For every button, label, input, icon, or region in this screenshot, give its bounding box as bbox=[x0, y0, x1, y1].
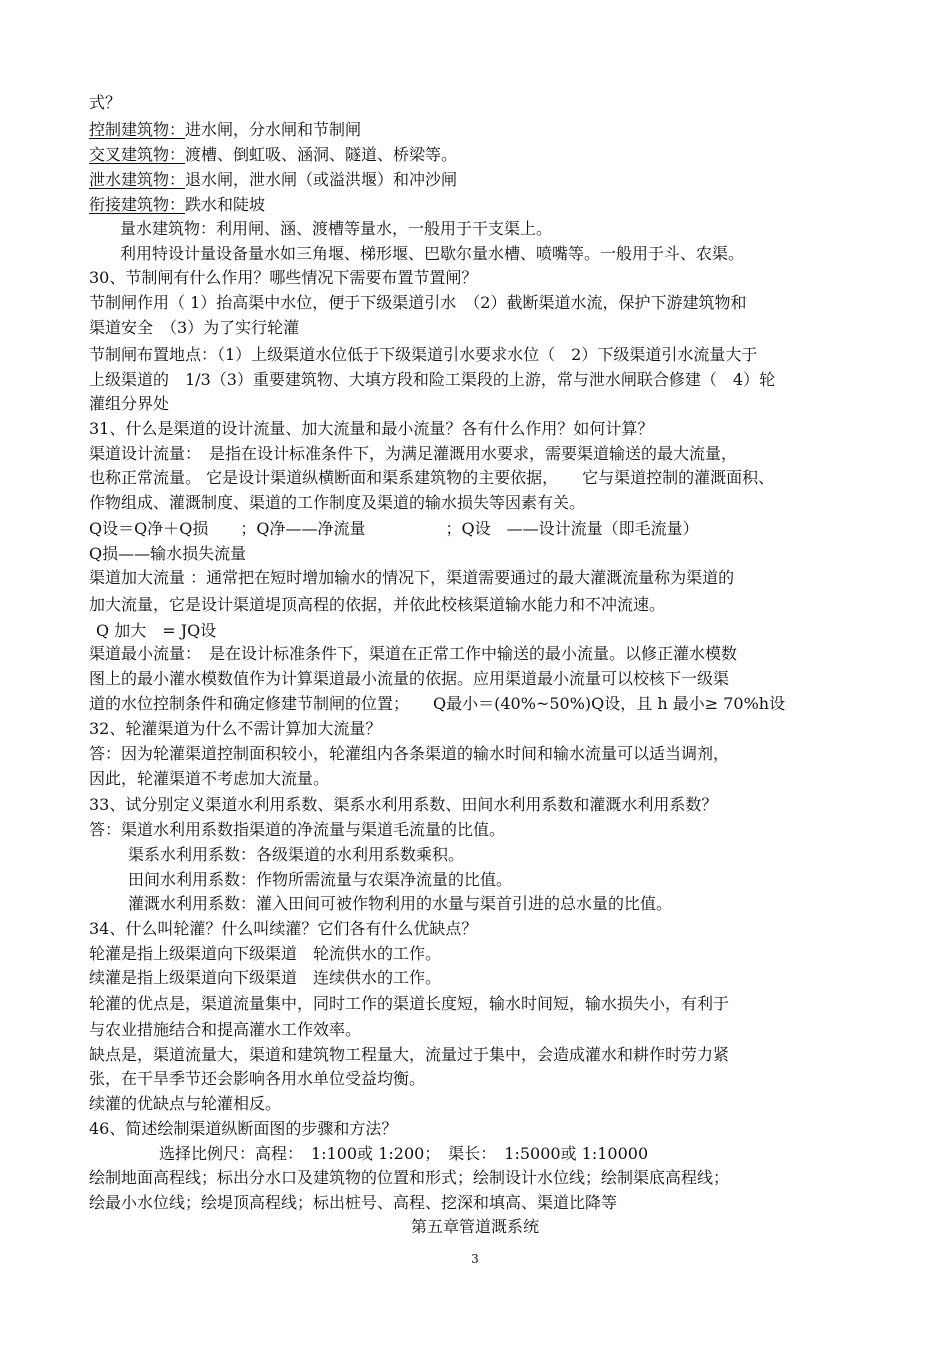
text-line: 渠道最小流量： 是在设计标准条件下，渠道在正常工作中输送的最小流量。以修正灌水模数 bbox=[89, 644, 738, 663]
text-line: 渠道设计流量： 是指在设计标准条件下，为满足灌溉用水要求，需要渠道输送的最大流量， bbox=[89, 444, 738, 463]
term-text: 退水闸，泄水闸（或溢洪堰）和冲沙闸 bbox=[185, 170, 458, 189]
question-heading: 30、节制闸有什么作用？哪些情况下需要布置节置闸？ bbox=[89, 268, 478, 287]
question-heading: 31、什么是渠道的设计流量、加大流量和最小流量？各有什么作用？如何计算？ bbox=[89, 419, 654, 438]
text-line: 灌组分界处 bbox=[89, 394, 170, 413]
term-text: 渡槽、倒虹吸、涵洞、隧道、桥梁等。 bbox=[185, 145, 458, 164]
text-line: 节制闸作用（ 1）抬高渠中水位，便于下级渠道引水 （2）截断渠道水流，保护下游建筑物和 bbox=[89, 293, 747, 312]
text-line: 上级渠道的 1/3（3）重要建筑物、大填方段和险工渠段的上游，常与泄水闸联合修建（ 4）轮 bbox=[89, 370, 776, 389]
text-line: 加大流量，它是设计渠道堤顶高程的依据，并依此校核渠道输水能力和不冲流速。 bbox=[89, 595, 666, 614]
text-line: 道的水位控制条件和确定修建节制闸的位置； Q最小＝(40%~50%)Q设，且 h 最小≥ 70%h设 bbox=[89, 694, 786, 713]
formula-line: Q 加大 = JQ设 bbox=[96, 621, 217, 640]
question-heading: 34、什么叫轮灌？什么叫续灌？它们各有什么优缺点？ bbox=[89, 919, 478, 938]
text-line: 式？ bbox=[89, 93, 122, 112]
text-line: 与农业措施结合和提高灌水工作效率。 bbox=[89, 1020, 362, 1039]
text-line: 缺点是，渠道流量大，渠道和建筑物工程量大，流量过于集中，会造成灌水和耕作时劳力紧 bbox=[89, 1045, 730, 1064]
term-label: 泄水建筑物： bbox=[89, 170, 186, 189]
question-heading: 33、试分别定义渠道水利用系数、渠系水利用系数、田间水利用系数和灌溉水利用系数？ bbox=[89, 795, 718, 814]
text-line: 也称正常流量。 它是设计渠道纵横断面和渠系建筑物的主要依据， 它与渠道控制的灌溉面积、 bbox=[89, 468, 775, 487]
term-text: 跌水和陡坡 bbox=[185, 195, 266, 214]
text-line: 绘最小水位线；绘堤顶高程线；标出桩号、高程、挖深和填高、渠道比降等 bbox=[89, 1193, 618, 1212]
text-line: 渠系水利用系数：各级渠道的水利用系数乘积。 bbox=[128, 845, 465, 864]
text-line: 张，在干旱季节还会影响各用水单位受益均衡。 bbox=[89, 1069, 426, 1088]
text-line: 续灌的优缺点与轮灌相反。 bbox=[89, 1094, 282, 1113]
text-line: 作物组成、灌溉制度、渠道的工作制度及渠道的输水损失等因素有关。 bbox=[89, 493, 586, 512]
text-line: 渠道加大流量 ：通常把在短时增加输水的情况下，渠道需要通过的最大灌溉流量称为渠道的 bbox=[89, 568, 735, 587]
text-line bbox=[89, 119, 361, 141]
formula-line: Q损——输水损失流量 bbox=[89, 544, 247, 563]
term-label: 交叉建筑物： bbox=[89, 145, 186, 164]
page-number: 3 bbox=[471, 1252, 479, 1266]
term-text: 进水闸，分水闸和节制闸 bbox=[185, 120, 362, 139]
text-line bbox=[89, 169, 457, 191]
text-line: 选择比例尺：高程： 1:100或 1:200； 渠长： 1:5000或 1:10000 bbox=[159, 1144, 649, 1163]
text-line: 轮灌是指上级渠道向下级渠道 轮流供水的工作。 bbox=[89, 944, 442, 963]
term-label: 衔接建筑物： bbox=[89, 195, 186, 214]
text-line: 利用特设计量设备量水如三角堰、梯形堰、巴歇尔量水槽、喷嘴等。一般用于斗、农渠。 bbox=[120, 244, 745, 263]
text-line: 灌溉水利用系数：灌入田间可被作物利用的水量与渠首引进的总水量的比值。 bbox=[128, 894, 673, 913]
question-heading: 32、轮灌渠道为什么不需计算加大流量？ bbox=[89, 719, 382, 738]
text-line: 续灌是指上级渠道向下级渠道 连续供水的工作。 bbox=[89, 968, 442, 987]
text-line: 因此，轮灌渠道不考虑加大流量。 bbox=[89, 769, 330, 788]
text-line: 渠道安全 （3）为了实行轮灌 bbox=[89, 318, 300, 337]
text-line: 图上的最小灌水模数值作为计算渠道最小流量的依据。应用渠道最小流量可以校核下一级渠 bbox=[89, 669, 730, 688]
text-line: 答：因为轮灌渠道控制面积较小，轮灌组内各条渠道的输水时间和输水流量可以适当调剂， bbox=[89, 744, 730, 763]
text-line bbox=[89, 144, 457, 166]
text-line bbox=[89, 194, 265, 216]
text-line: 节制闸布置地点：（1）上级渠道水位低于下级渠道引水要求水位（ 2）下级渠道引水流量大于 bbox=[89, 345, 758, 364]
question-heading: 46、简述绘制渠道纵断面图的步骤和方法？ bbox=[89, 1119, 398, 1138]
text-line: 轮灌的优点是，渠道流量集中，同时工作的渠道长度短，输水时间短，输水损失小，有利于 bbox=[89, 994, 730, 1013]
text-line: 绘制地面高程线；标出分水口及建筑物的位置和形式；绘制设计水位线；绘制渠底高程线； bbox=[89, 1168, 730, 1187]
term-label: 控制建筑物： bbox=[89, 120, 186, 139]
chapter-title: 第五章管道溉系统 bbox=[410, 1217, 539, 1236]
text-line: 答：渠道水利用系数指渠道的净流量与渠道毛流量的比值。 bbox=[89, 820, 506, 839]
text-line: 量水建筑物：利用闸、涵、渡槽等量水，一般用于干支渠上。 bbox=[120, 219, 553, 238]
formula-line: Q设＝Q净＋Q损 ；Q净——净流量 ；Q设 ——设计流量（即毛流量） bbox=[89, 519, 699, 538]
text-line: 田间水利用系数：作物所需流量与农渠净流量的比值。 bbox=[128, 870, 513, 889]
